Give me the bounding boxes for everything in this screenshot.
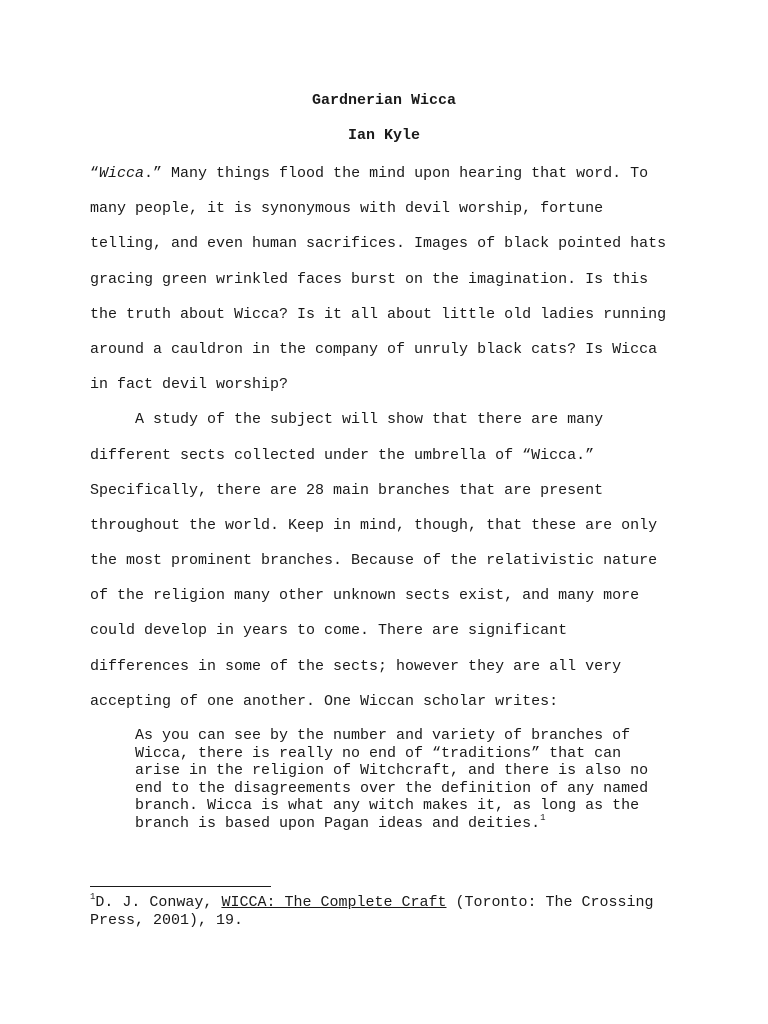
footnote-reference[interactable]: 1 (540, 812, 546, 823)
document-author: Ian Kyle (347, 127, 420, 144)
paragraph-2-line: throughout the world. Keep in mind, though, that these are only (90, 516, 658, 534)
block-quote-line-text: branch is based upon Pagan ideas and deities. (135, 814, 541, 832)
footnote-marker: 1 (90, 892, 96, 902)
footnote (90, 894, 690, 930)
paragraph-2-line: different sects collected under the umbrella of “Wicca.” (90, 446, 595, 464)
paragraph-1-line: many people, it is synonymous with devil worship, fortune (90, 200, 604, 218)
paragraph-2-line: A study of the subject will show that there are many (135, 411, 604, 429)
block-quote-line: arise in the religion of Witchcraft, and there is also no (135, 762, 649, 780)
footnote-separator (90, 886, 271, 887)
footnote-line-1 (90, 894, 690, 912)
paragraph-2-line: differences in some of the sects; however they are all very (90, 657, 622, 675)
block-quote (135, 727, 695, 833)
paragraph-2-line: Specifically, there are 28 main branches that are present (90, 481, 604, 499)
open-quote: “ (90, 165, 100, 182)
paragraph-1-line: telling, and even human sacrifices. Images of black pointed hats (90, 235, 667, 253)
block-quote-line: branch. Wicca is what any witch makes it, as long as the (135, 797, 640, 815)
footnote-author: D. J. Conway, (95, 894, 222, 911)
paragraph-2-line: accepting of one another. One Wiccan scholar writes: (90, 692, 559, 710)
block-quote-line: As you can see by the number and variety of branches of (135, 727, 631, 744)
paragraph-1-line: in fact devil worship? (90, 376, 289, 394)
paragraph-1-line-1 (90, 156, 690, 191)
block-quote-line: Wicca, there is really no end of “traditions” that can (135, 744, 622, 762)
footnote-publisher: (Toronto: The Crossing (446, 894, 654, 911)
paragraph-1-line-1-text: .” Many things flood the mind upon hearing that word. To (144, 165, 649, 182)
body-text (90, 156, 690, 719)
document-title: Gardnerian Wicca (311, 92, 457, 109)
paragraph-1-line: gracing green wrinkled faces burst on the imagination. Is this (90, 270, 649, 288)
paragraph-2-line: could develop in years to come. There are significant (90, 622, 568, 640)
paragraph-1-line: the truth about Wicca? Is it all about little old ladies running (90, 305, 667, 323)
italic-word: Wicca (99, 165, 145, 182)
footnote-line-2: Press, 2001), 19. (90, 912, 244, 929)
block-quote-line-last (135, 812, 695, 833)
paragraph-2-line: the most prominent branches. Because of the relativistic nature (90, 552, 658, 570)
block-quote-line: end to the disagreements over the definition of any named (135, 779, 649, 797)
paragraph-2-line: of the religion many other unknown sects exist, and many more (90, 587, 640, 605)
paragraph-1-line: around a cauldron in the company of unruly black cats? Is Wicca (90, 340, 658, 358)
footnote-book-title: WICCA: The Complete Craft (221, 894, 447, 911)
